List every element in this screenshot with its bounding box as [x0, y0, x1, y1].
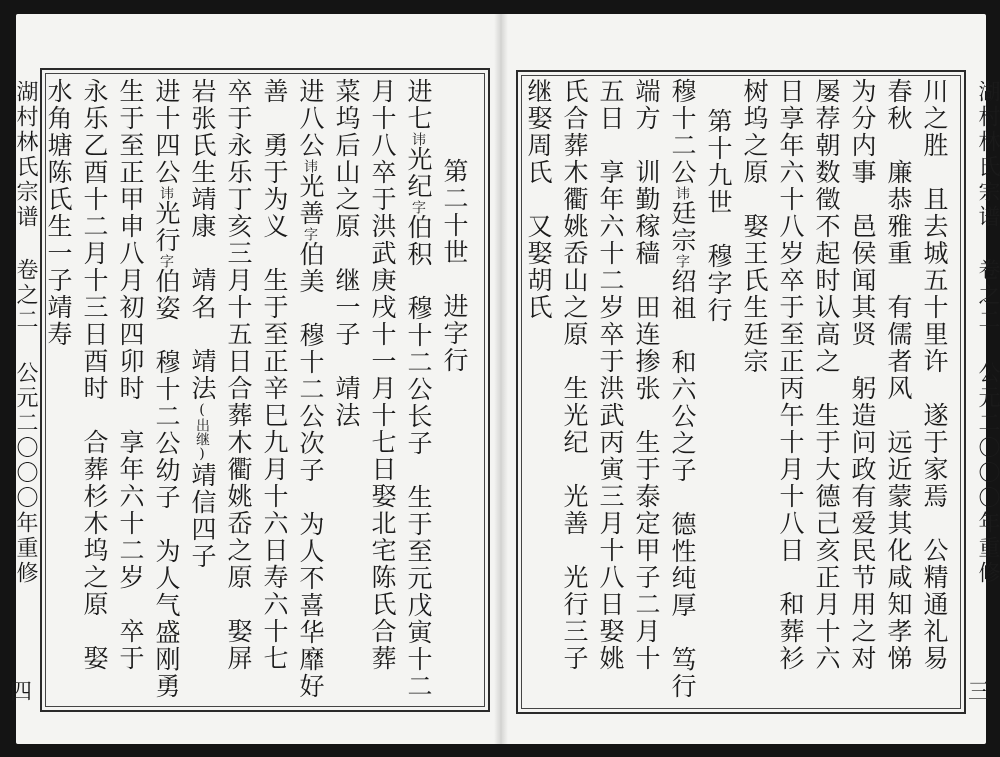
text-segment: 靖信四子	[188, 462, 217, 570]
text-segment: 穆十二公长子	[404, 295, 433, 457]
text-segment: 生于至正甲申八月初四卯时	[116, 78, 145, 402]
text-column	[634, 78, 659, 672]
text-column	[886, 78, 911, 672]
book-gutter	[494, 14, 508, 744]
text-column	[154, 78, 179, 700]
text-segment: 讳	[410, 132, 426, 146]
text-segment: 字	[410, 200, 426, 214]
text-segment: 善	[260, 78, 289, 105]
text-segment: 讳	[302, 159, 318, 173]
text-segment: 端方	[632, 78, 661, 132]
text-segment: 公精通礼易	[920, 537, 949, 672]
text-segment: 廉恭雅重	[884, 159, 913, 267]
text-segment: 和葬衫	[776, 591, 805, 672]
text-segment: 川之胜	[920, 78, 949, 159]
text-segment: 月十八卒于洪武庚戌十一月十七日娶北宅陈氏合葬	[368, 78, 397, 672]
text-segment: 又娶胡氏	[524, 213, 553, 321]
text-segment: 远近蒙其化咸知孝悌	[884, 429, 913, 672]
text-segment: 光纪	[404, 146, 433, 200]
text-segment: 靖法	[332, 375, 361, 429]
text-segment: 伯姿	[152, 268, 181, 322]
text-segment: 光善	[296, 173, 325, 227]
text-segment: 享年六十二岁	[116, 429, 145, 591]
text-segment: 讳	[158, 186, 174, 200]
text-segment: 生于至正辛巳九月十六日寿六十七	[260, 267, 289, 672]
text-column	[334, 78, 359, 429]
text-segment: 穆字行	[704, 243, 733, 324]
text-segment: 五日	[596, 78, 625, 132]
text-segment: 田连掺张	[632, 294, 661, 402]
text-segment: 娶王氏生廷宗	[740, 213, 769, 375]
text-segment: 穆十二公	[668, 78, 697, 186]
text-segment: 靖法	[188, 348, 217, 402]
text-column	[370, 78, 395, 672]
text-segment: 穆十二公次子	[296, 322, 325, 484]
text-segment: 光行	[152, 200, 181, 254]
text-column	[298, 78, 323, 700]
text-segment: 树坞之原	[740, 78, 769, 186]
text-column	[850, 78, 875, 672]
text-segment: 邑侯闻其贤	[848, 213, 877, 348]
text-column	[190, 78, 215, 570]
text-segment: 娶屏	[224, 618, 253, 672]
text-segment: 字	[158, 254, 174, 268]
text-segment: 春秋	[884, 78, 913, 132]
text-segment: 生光纪	[560, 375, 589, 456]
text-segment: 勇于为义	[260, 132, 289, 240]
text-segment: 日享年六十八岁卒于至正丙午十月十八日	[776, 78, 805, 564]
text-segment: 训勤稼穑	[632, 159, 661, 267]
text-segment: 躬造问政有爱民节用之对	[848, 375, 877, 672]
text-segment: (出继)	[194, 402, 210, 462]
text-segment: 水角塘陈氏生一子靖寿	[44, 78, 73, 348]
text-segment: 继一子	[332, 267, 361, 348]
text-column	[406, 78, 431, 700]
text-segment: 屡荐朝数徵不起时认高之	[812, 78, 841, 375]
right-folio: 三	[968, 680, 991, 705]
text-segment: 继娶周氏	[524, 78, 553, 186]
text-segment: 遂于家焉	[920, 402, 949, 510]
text-segment: 光善	[560, 483, 589, 537]
text-segment: 娶	[80, 645, 109, 672]
text-column	[922, 78, 947, 672]
text-segment: 永乐乙酉十二月十三日酉时	[80, 78, 109, 402]
left-running-head: 湖村林氏宗谱 卷之二 公元二〇〇〇年重修	[13, 80, 38, 586]
text-segment: 伯美	[296, 241, 325, 295]
text-segment: 光行三子	[560, 564, 589, 672]
text-segment: 为人气盛刚勇	[152, 538, 181, 700]
text-segment: 享年六十二岁卒于洪武丙寅三月十八日娶姚	[596, 159, 625, 672]
text-segment: 穆十二公幼子	[152, 349, 181, 511]
text-segment: 岩张氏生靖康	[188, 78, 217, 240]
text-segment: 伯积	[404, 214, 433, 268]
text-segment: 靖名	[188, 267, 217, 321]
text-column	[814, 78, 839, 672]
text-segment: 讳	[674, 186, 690, 200]
text-segment: 生于泰定甲子二月十	[632, 429, 661, 672]
text-segment: 菜坞后山之原	[332, 78, 361, 240]
text-segment: 进字行	[440, 293, 469, 374]
text-segment: 卒于永乐丁亥三月十五日合葬木衢姚岙之原	[224, 78, 253, 591]
text-segment: 绍祖	[668, 268, 697, 322]
text-segment: 为人不喜华靡好	[296, 511, 325, 700]
text-column	[526, 78, 551, 321]
right-running-head: 湖村林氏宗谱 卷之二 公元二〇〇〇年重修	[975, 80, 1000, 586]
text-segment: 合葬杉木坞之原	[80, 429, 109, 618]
text-segment: 字	[302, 227, 318, 241]
text-segment: 进八公	[296, 78, 325, 159]
text-segment: 进七	[404, 78, 433, 132]
text-segment: 笃行	[668, 646, 697, 700]
text-column	[778, 78, 803, 672]
text-segment: 有儒者风	[884, 294, 913, 402]
text-column	[46, 78, 71, 348]
text-column	[706, 108, 731, 324]
text-column	[442, 158, 467, 374]
text-segment: 第二十世	[440, 158, 469, 266]
text-segment: 第十九世	[704, 108, 733, 216]
left-folio: 四	[10, 680, 33, 705]
text-segment: 氏合葬木衢姚岙山之原	[560, 78, 589, 348]
text-column	[598, 78, 623, 672]
text-column	[226, 78, 251, 672]
text-segment: 德性纯厚	[668, 511, 697, 619]
text-column	[670, 78, 695, 700]
text-column	[262, 78, 287, 672]
text-segment: 且去城五十里许	[920, 186, 949, 375]
text-column	[82, 78, 107, 672]
text-segment: 进十四公	[152, 78, 181, 186]
text-column	[562, 78, 587, 672]
text-column	[742, 78, 767, 375]
text-segment: 字	[674, 254, 690, 268]
text-segment: 廷宗	[668, 200, 697, 254]
text-segment: 和六公之子	[668, 349, 697, 484]
text-segment: 生于至元戊寅十二	[404, 484, 433, 700]
text-column	[118, 78, 143, 672]
text-segment: 为分内事	[848, 78, 877, 186]
text-segment: 卒于	[116, 618, 145, 672]
text-segment: 生于大德己亥正月十六	[812, 402, 841, 672]
